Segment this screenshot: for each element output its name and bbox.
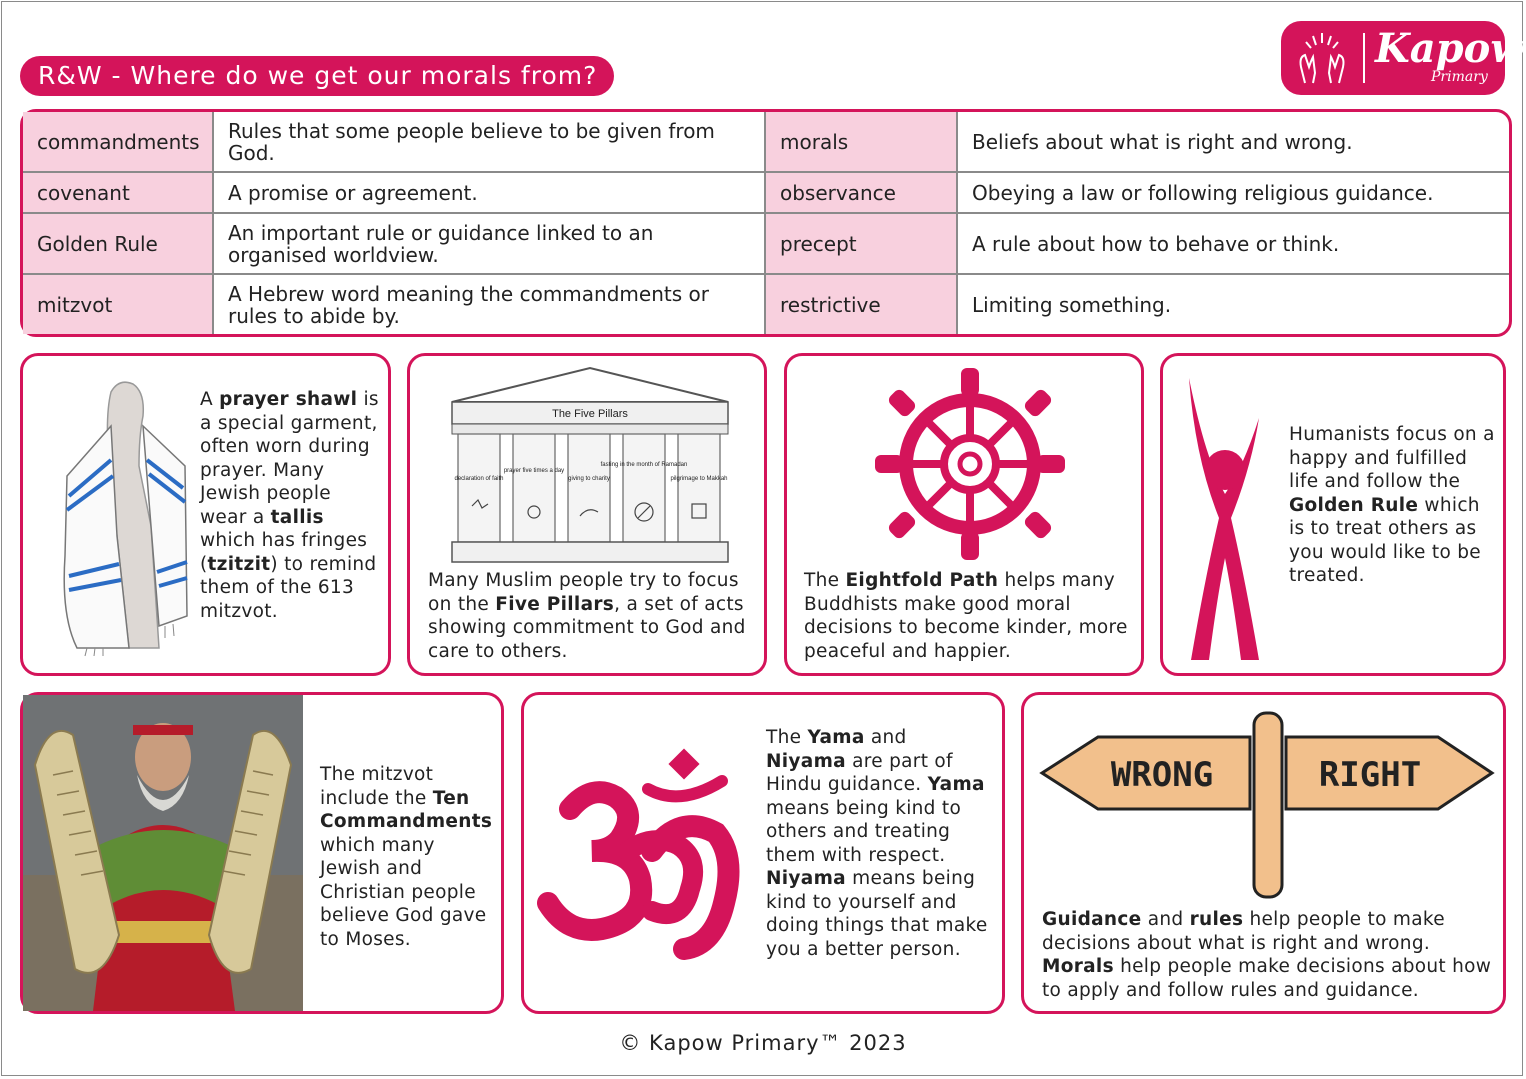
text-run: help people to make decisions about what is right and wrong. [1042,909,1445,954]
text-run: help people make decisions about how to apply and follow rules and guidance. [1042,956,1492,1001]
signpost-text [1042,908,1502,1002]
text-run: A [200,389,220,410]
text-bold: Morals [1042,956,1114,977]
signpost-illustration [1040,713,1494,899]
text-run: Humanists focus on a happy and fulfilled life and follow the [1289,424,1495,492]
text-run: are part of Hindu guidance. [766,750,953,795]
prayer-shawl-text [200,388,380,623]
vocab-definition: A promise or agreement. [214,173,766,214]
text-bold: Five Pillars [495,593,615,615]
text-bold: Yama [807,727,865,748]
text-run: which is to treat others as you would like to be treated. [1289,494,1481,586]
vocab-term: covenant [23,173,214,214]
text-bold: Golden Rule [1289,494,1419,516]
pillar-label: giving to charity [568,476,610,482]
vocab-term: precept [766,214,958,275]
text-bold: prayer shawl [219,389,358,410]
pillar-label: fasting in the month of Ramadan [600,462,688,468]
card-five-pillars [407,353,767,676]
om-symbol-icon [540,753,740,963]
text-bold: Ten Commandments [320,787,493,832]
vocab-term: observance [766,173,958,214]
text-bold: Niyama [766,750,846,772]
sign-wrong: WRONG [1110,755,1214,795]
text-run: helps many Buddhists make good moral decisions to become kinder, more peaceful and happier. [804,570,1128,662]
text-run: means being kind to yourself and doing things that make you a better person. [766,868,988,960]
vocabulary-table [20,109,1512,337]
logo-brand: Kapow [1375,25,1525,72]
logo-divider [1363,33,1365,83]
five-pillars-title: The Five Pillars [552,408,628,420]
text-run: The [804,570,846,591]
text-run: Many Muslim people try to focus on the [428,570,739,615]
logo-sub: Primary [1431,69,1488,85]
vocab-definition: Limiting something. [972,292,1172,317]
table-row [23,173,1509,214]
copyright-footer: © Kapow Primary™ 2023 [619,1031,907,1055]
table-row [23,275,1509,334]
five-pillars-diagram [448,366,732,564]
vocab-definition: A Hebrew word meaning the commandments or rules to abide by. [214,275,766,334]
moses-illustration [23,695,303,1011]
text-bold: rules [1189,909,1244,930]
text-bold: tallis [270,506,324,528]
vocab-term: commandments [23,112,214,173]
pillar-label: pilgrimage to Makkah [670,476,728,482]
text-run: The mitzvot include the [320,764,434,809]
card-prayer-shawl [20,353,391,676]
card-moses [20,692,504,1014]
text-bold: Eightfold Path [845,570,999,591]
vocab-definition: An important rule or guidance linked to an organised worldview. [214,214,766,275]
table-row [23,214,1509,275]
text-bold: Yama [927,774,985,795]
text-run: , a set of acts showing commitment to God and care to others. [428,593,746,662]
vocab-definition: Obeying a law or following religious guidance. [958,173,1509,214]
vocab-term: Golden Rule [23,214,214,275]
text-run: and [864,727,907,748]
page-title: R&W - Where do we get our morals from? [20,56,614,96]
sign-right: RIGHT [1318,755,1422,795]
five-pillars-text [428,569,758,663]
vocab-definition: Beliefs about what is right and wrong. [958,112,1509,173]
prayer-shawl-illustration [47,376,207,656]
card-signpost [1021,692,1506,1014]
text-run: which has fringes ( [200,530,368,575]
text-run: and [1141,909,1190,930]
happy-human-icon [1185,378,1263,660]
pillar-label: prayer five times a day [503,468,565,474]
pillar-label: declaration of faith [454,476,504,482]
card-hindu [521,692,1005,1014]
card-eightfold-path [784,353,1144,676]
text-run: The [766,727,808,748]
table-row [23,112,1509,173]
eightfold-path-text [804,569,1140,663]
kapow-logo [1281,21,1525,95]
text-run: ) to remind them of the 613 mitzvot. [200,553,377,622]
text-bold: Niyama [766,868,846,889]
vocab-term: mitzvot [23,275,214,334]
vocab-term: morals [766,112,958,173]
vocab-term: restrictive [766,275,958,334]
text-run: is a special garment, often worn during prayer. Many Jewish people wear a [200,389,379,528]
text-bold: Guidance [1042,909,1142,930]
text-run: which many Jewish and Christian people believe God gave to Moses. [320,834,487,950]
card-humanist [1160,353,1506,676]
vocab-definition: A rule about how to behave or think. [958,214,1509,275]
vocab-definition: Rules that some people believe to be given from God. [214,112,766,173]
moses-text [320,763,498,951]
humanist-text [1289,423,1501,588]
text-run: means being kind to others and treating them with respect. [766,797,962,866]
hindu-text [766,726,992,961]
dharma-wheel-icon [875,366,1065,562]
praying-hands-icon [1291,27,1353,89]
text-bold: tzitzit [207,553,271,575]
